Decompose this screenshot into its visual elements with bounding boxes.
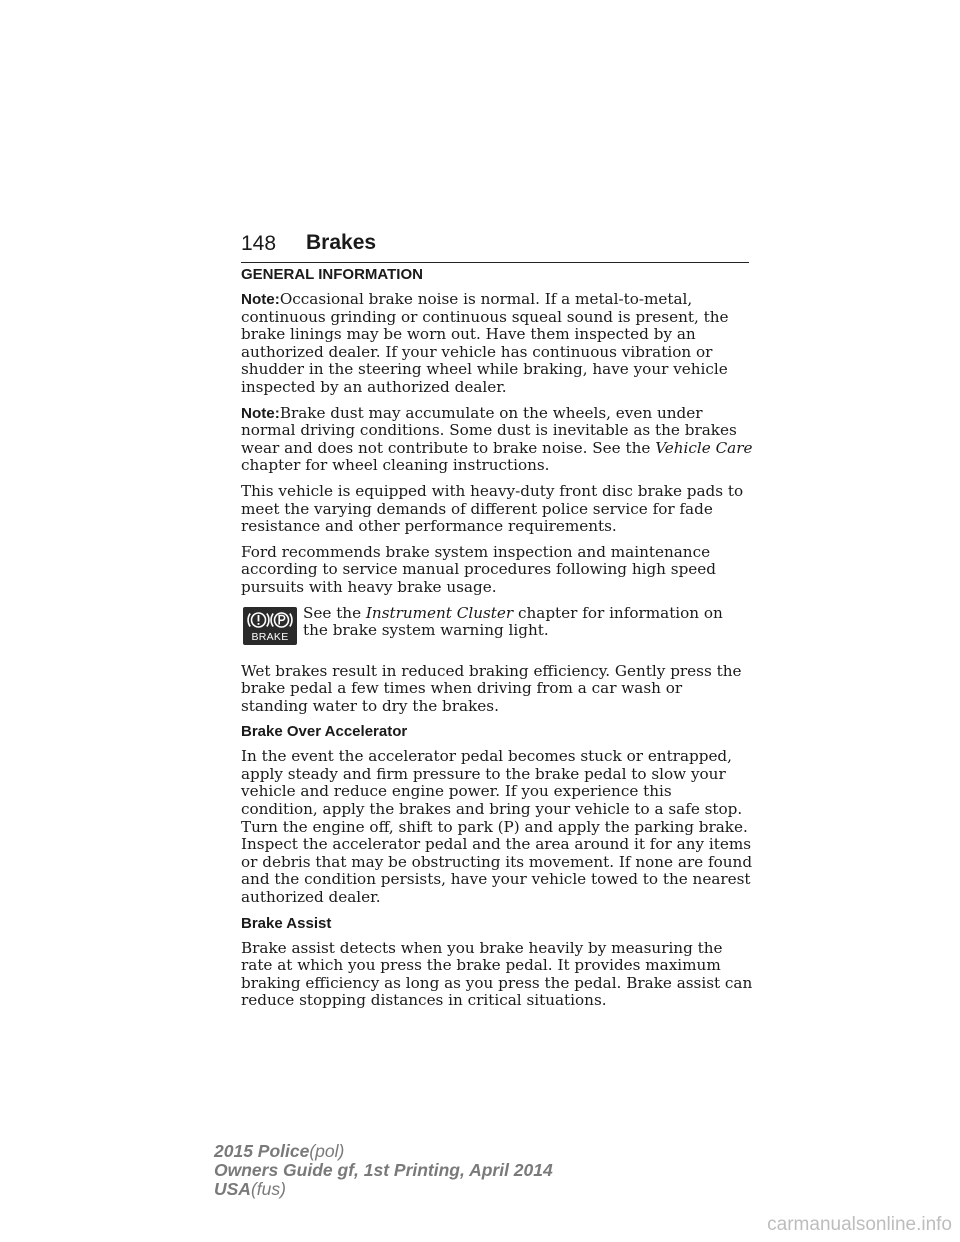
footer-line-2: Owners Guide gf, 1st Printing, April 2014: [214, 1160, 553, 1180]
page-footer: [214, 1142, 553, 1199]
note-text-end: chapter for wheel cleaning instructions.: [241, 456, 550, 475]
note-text: Brake dust may accumulate on the wheels, even under normal driving conditions. Some dust is inevitable as the brakes wear and does not contribute to brake noise. See the: [241, 403, 737, 457]
note-label: Note:: [241, 404, 280, 422]
watermark: carmanualsonline.info: [767, 1214, 952, 1235]
inspection-paragraph: Ford recommends brake system inspection and maintenance according to service manual procedures following high speed pursuits with heavy brake usage.: [241, 542, 717, 596]
instrument-cluster-reference: Instrument Cluster: [365, 603, 514, 622]
page-header: [241, 232, 749, 263]
brake-pads-paragraph: This vehicle is equipped with heavy-duty front disc brake pads to meet the varying demands of different police service for fade resistance and other performance requirements.: [241, 481, 744, 536]
brake-over-accelerator-heading: Brake Over Accelerator: [241, 723, 408, 741]
vehicle-care-reference: Vehicle Care: [655, 438, 753, 457]
section-title: GENERAL INFORMATION: [241, 266, 423, 283]
brake-warning-icon: [243, 607, 297, 645]
brake-assist-heading: Brake Assist: [241, 914, 332, 932]
brake-over-accelerator-paragraph: In the event the accelerator pedal becomes stuck or entrapped, apply steady and firm pressure to the brake pedal to slow your vehicle and reduce engine power. If you experience this condition, apply the brakes and bring your vehicle to a safe stop. Turn the engine off, shift to park (P) and apply the parking brake. Inspect the accelerator pedal and the area around it for any items or debris that may be obstructing its movement. If none are found and the condition persists, have your vehicle towed to the nearest authorized dealer.: [241, 747, 753, 907]
footer-line-1: 2015 Police(pol): [214, 1141, 345, 1161]
note-label: Note:: [241, 291, 280, 308]
warning-light-text: See the Instrument Cluster chapter for information on the brake system warning light.: [303, 603, 723, 640]
brake-symbol-icon: [247, 609, 293, 633]
page-number: 148: [241, 232, 277, 255]
note-text: Occasional brake noise is normal. If a metal-to-metal, continuous grinding or continuous squeal sound is present, the brake linings may be worn out. Have them inspected by an authorized dealer. If your vehicle has continuous vibration or shudder in the steering wheel while braking, have your vehicle inspected by an authorized dealer.: [241, 290, 729, 396]
brake-assist-paragraph: Brake assist detects when you brake heavily by measuring the rate at which you press the brake pedal. It provides maximum braking efficiency as long as you press the pedal. Brake assist can reduce stopping distances in critical situations.: [241, 938, 753, 1010]
note-paragraph-2: [241, 405, 753, 475]
footer-line-3: USA(fus): [214, 1179, 286, 1199]
chapter-title: Brakes: [306, 231, 377, 254]
warning-light-reference: [241, 605, 753, 655]
page-content: [241, 266, 753, 1018]
wet-brakes-paragraph: Wet brakes result in reduced braking efficiency. Gently press the brake pedal a few times when driving from a car wash or standing water to dry the brakes.: [241, 661, 742, 715]
note-paragraph-1: [241, 291, 753, 397]
brake-icon-label: BRAKE: [251, 630, 289, 643]
